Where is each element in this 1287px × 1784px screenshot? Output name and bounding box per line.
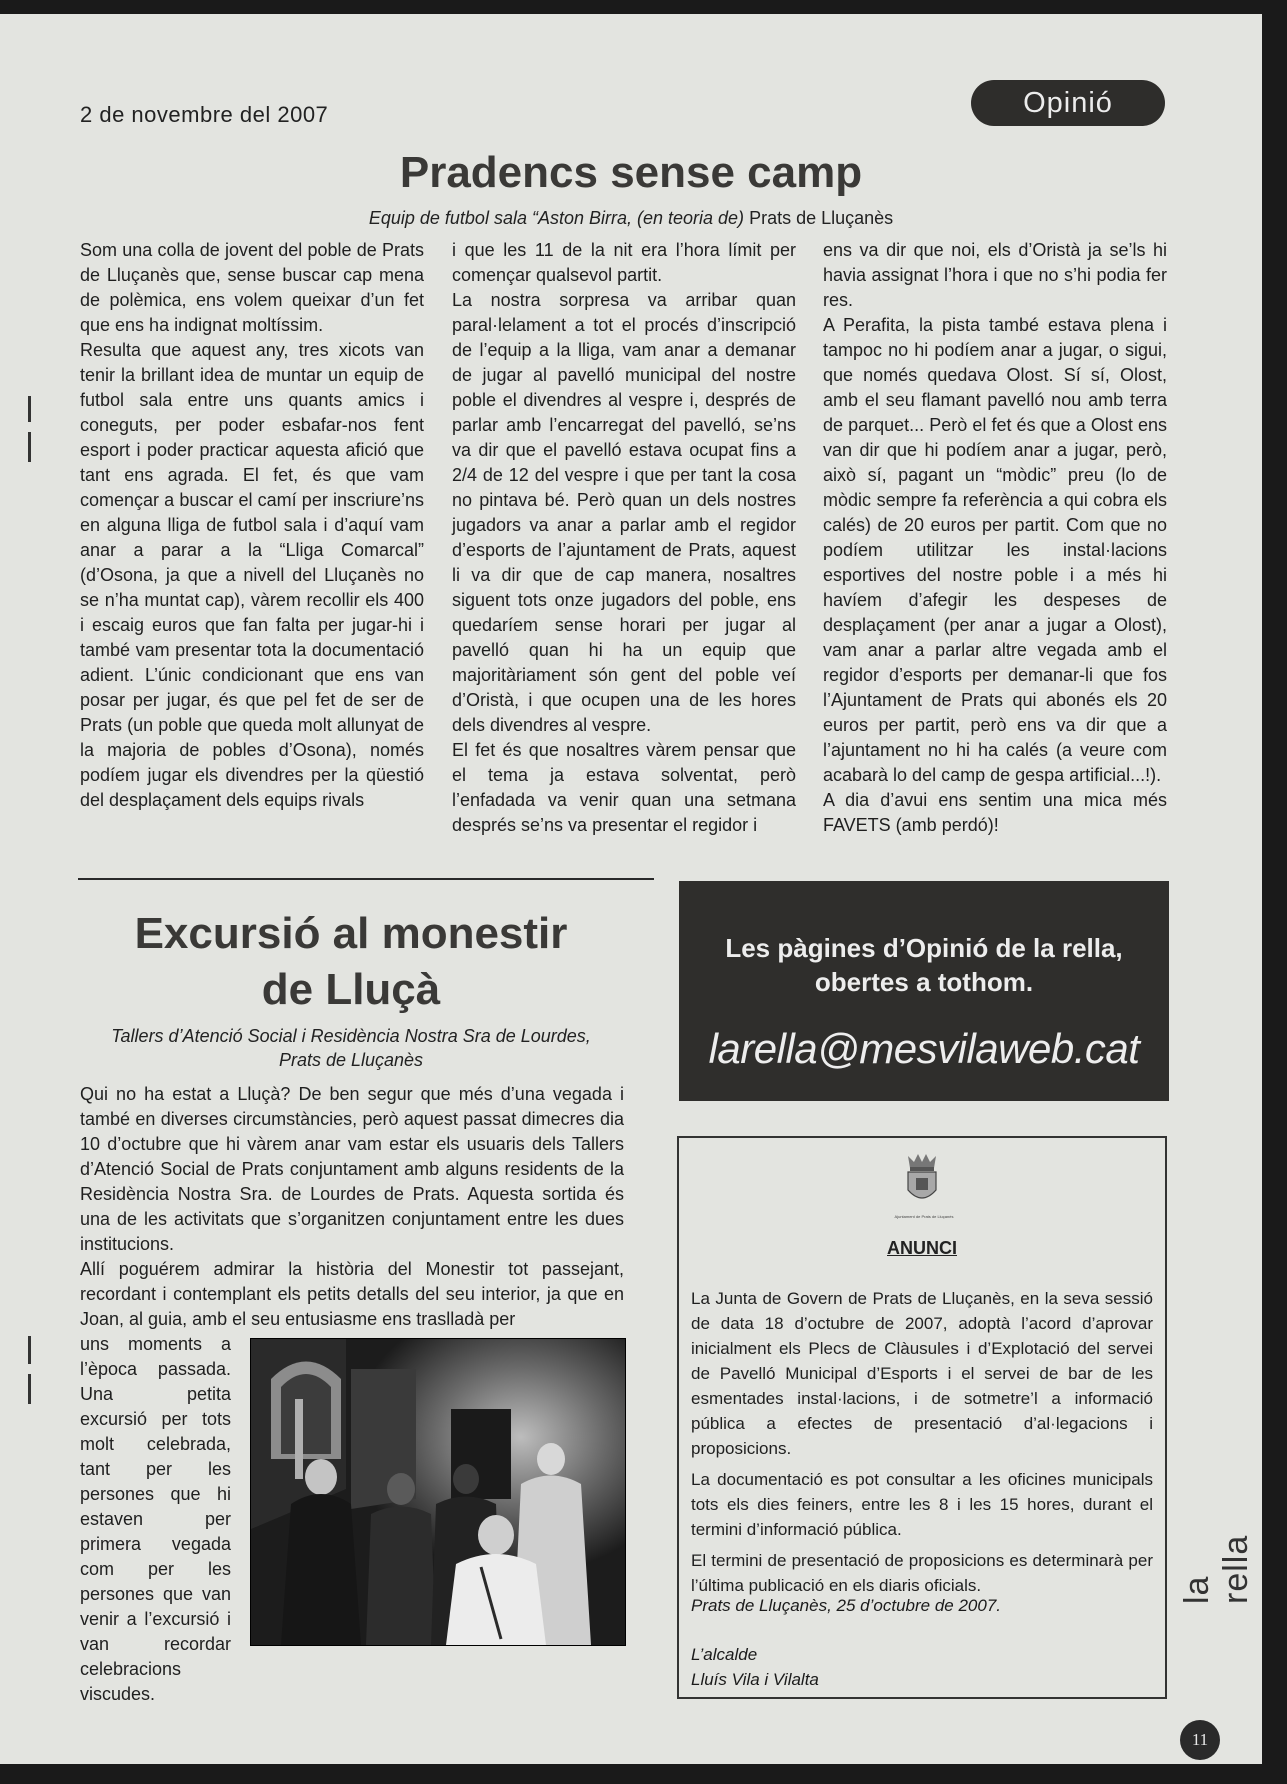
opinion-promo-box <box>679 881 1169 1101</box>
staple-mark <box>28 432 31 462</box>
article2-body-wrap: uns moments a l’època passada. Una petita excursió per tots molt celebrada, tant per les persones que hi estaven per primera vegada com per les persones que van venir a l’excursió i van recordar celebracions viscudes. <box>80 1334 231 1704</box>
paragraph: Som una colla de jovent del poble de Prats de Lluçanès que, sense buscar cap mena de polèmica, ens volem queixar d’un fet que ens ha indignat moltíssim. <box>80 240 424 335</box>
paragraph: La nostra sorpresa va arribar quan paral·lelament a tot el procés d’inscripció de l’equip a la lliga, vam anar a demanar de jugar al pavelló municipal del nostre poble el divendres al vespre i, després de parlar amb l’encarregat del pavelló, se’ns va dir que el pavelló estava ocupat fins a 2/4 de 12 del vespre i que per tant la cosa no pintava bé. Però quan un dels nostres jugadors va anar a parlar amb el regidor d’esports de l’ajuntament de Prats, aquest li va dir que de cap manera, nosaltres siguent tots onze jugadors del poble, ens quedaríem sense horari per jugar al pavelló quan hi ha un equip que majoritàriament són gent del poble veí d’Oristà, i que ocupen una de les hores dels divendres al vespre. <box>452 290 796 735</box>
byline-team: Equip de futbol sala “Aston Birra, (en teoria de) <box>368 208 745 228</box>
article1-column-3 <box>823 238 1167 838</box>
municipal-crest-icon <box>902 1152 942 1208</box>
promo-text <box>679 931 1169 999</box>
paragraph: La documentació es pot consultar a les oficines municipals tots els dies feiners, entre les 8 i les 15 hores, durant el termini d’informació pública. <box>691 1470 1153 1539</box>
notice-title: ANUNCI <box>887 1238 957 1258</box>
notice-place-date: Prats de Lluçanès, 25 d’octubre de 2007. <box>691 1596 1001 1615</box>
crest-caption: Ajuntament de Prats de Lluçanès <box>894 1214 954 1219</box>
paragraph: Resulta que aquest any, tres xicots van tenir la brillant idea de muntar un equip de futbol sala entre uns quants amics i coneguts, per poder esbafar-nos fent esport i poder practicar aquesta afició que tant ens agrada. El fet, és que vam començar a buscar el camí per inscriure’ns en alguna lliga de futbol sala i d’aquí vam anar a parar a la “Lliga Comarcal” (d’Osona, ja que a nivell del Lluçanès no se n’ha muntat cap), vàrem recollir els 400 i escaig euros que fan falta per jugar-hi i també vam presentar tota la documentació adient. L’únic condicionant que ens van posar per jugar, és que pel fet de ser de Prats (un poble que queda molt allunyat de la majoria de pobles d’Osona), només podíem jugar els divendres per la qüestió del desplaçament dels equips rivals <box>80 340 424 810</box>
page-number: 11 <box>1180 1720 1220 1760</box>
paragraph: El fet és que nosaltres vàrem pensar que el tema ja estava solventat, però l’enfadada va venir quan una setmana després se’ns va presentar el regidor i <box>452 740 796 835</box>
publication-brand: la rella <box>1178 1534 1255 1604</box>
paragraph: Qui no ha estat a Lluçà? De ben segur que més d’una vegada i també en diverses circumstàncies, però aquest passat dimecres dia 10 d’octubre que hi vàrem anar vam estar els usuaris dels Tallers d’Atenció Social de Prats conjuntament amb alguns residents de la Residència Nostra Sra. de Lourdes de Prats. Aquesta sortida és una de les activitats que s’organitzen conjuntament entre les dues institucions. <box>80 1084 624 1254</box>
issue-date: 2 de novembre del 2007 <box>80 102 329 127</box>
staple-mark <box>28 396 31 422</box>
paragraph: La Junta de Govern de Prats de Lluçanès, en la seva sessió de data 18 d’octubre de 2007, adoptà l’acord d’aprovar inicialment els Plecs de Clàusules i d’Explotació del servei de Pavelló Municipal d’Esports i el servei de bar de les esmentades instal·lacions, i de sotmetre’l a informació pública a efectes de presentació d’al·legacions i proposicions. <box>691 1289 1153 1458</box>
monastery-photo <box>250 1338 626 1646</box>
article1-column-2 <box>452 238 796 838</box>
paragraph: A dia d’avui ens sentim una mica més FAVETS (amb perdó)! <box>823 790 1167 835</box>
contact-email-link[interactable]: larella@mesvilaweb.cat <box>708 1025 1140 1072</box>
byline-line: Tallers d’Atenció Social i Residència Nostra Sra de Lourdes, <box>111 1026 591 1046</box>
byline-place: Prats de Lluçanès <box>744 208 894 228</box>
article2-byline <box>78 1024 624 1072</box>
section-divider <box>78 878 654 880</box>
article2-title <box>78 906 624 1018</box>
newspaper-page <box>0 14 1262 1764</box>
paragraph: Allí poguérem admirar la història del Monestir tot passejant, recordant i contemplant els petits detalls del seu interior, ja que en Joan, al guia, amb el seu entusiasme ens traslladà per <box>80 1259 624 1329</box>
sign-role: L’alcalde <box>691 1645 758 1664</box>
photo-illustration <box>251 1339 625 1645</box>
article2-body <box>80 1082 624 1332</box>
title-line: Excursió al monestir <box>134 909 568 958</box>
public-notice-box <box>677 1136 1167 1699</box>
article1-column-1 <box>80 238 424 813</box>
paragraph: ens va dir que noi, els d’Oristà ja se’ls hi havia assignat l’hora i que no s’hi podia fer res. <box>823 240 1167 310</box>
title-line: de Lluçà <box>261 965 441 1014</box>
paragraph: A Perafita, la pista també estava plena i tampoc no hi podíem anar a jugar, o sigui, que només quedava Olost. Sí sí, Olost, amb el seu flamant pavelló nou amb terra de parquet... Però el fet és que a Olost ens van dir que hi podíem anar a jugar, però, això sí, pagant un “mòdic” preu (lo de mòdic sempre fa referència a qui cobra els calés) de 20 euros per partit. Com que no podíem utilitzar les instal·lacions esportives del nostre poble i a més hi havíem d’afegir les despeses de desplaçament (per anar a jugar a Olost), vam anar a parlar altre vegada amb el regidor d’esports per demanar-li que fos l’Ajuntament de Prats qui abonés els 20 euros per partit, però ens va dir que a l’ajuntament no hi ha calés (a veure com acabarà lo del camp de gespa artificial...!). <box>823 315 1167 785</box>
staple-mark <box>28 1374 31 1404</box>
notice-body <box>691 1286 1153 1604</box>
staple-mark <box>28 1336 31 1364</box>
article1-title: Pradencs sense camp <box>399 148 863 197</box>
article1-byline <box>0 208 1262 229</box>
paragraph: El termini de presentació de proposicions es determinarà per l’última publicació en els diaris oficials. <box>691 1551 1153 1595</box>
sign-name: Lluís Vila i Vilalta <box>691 1670 819 1689</box>
notice-signature <box>691 1642 819 1692</box>
promo-line: obertes a tothom. <box>814 967 1034 997</box>
promo-line: Les pàgines d’Opinió de la rella, <box>725 933 1123 963</box>
paragraph: i que les 11 de la nit era l’hora límit per començar qualsevol partit. <box>452 240 796 285</box>
byline-line: Prats de Lluçanès <box>278 1050 424 1070</box>
section-label: Opinió <box>971 80 1165 126</box>
